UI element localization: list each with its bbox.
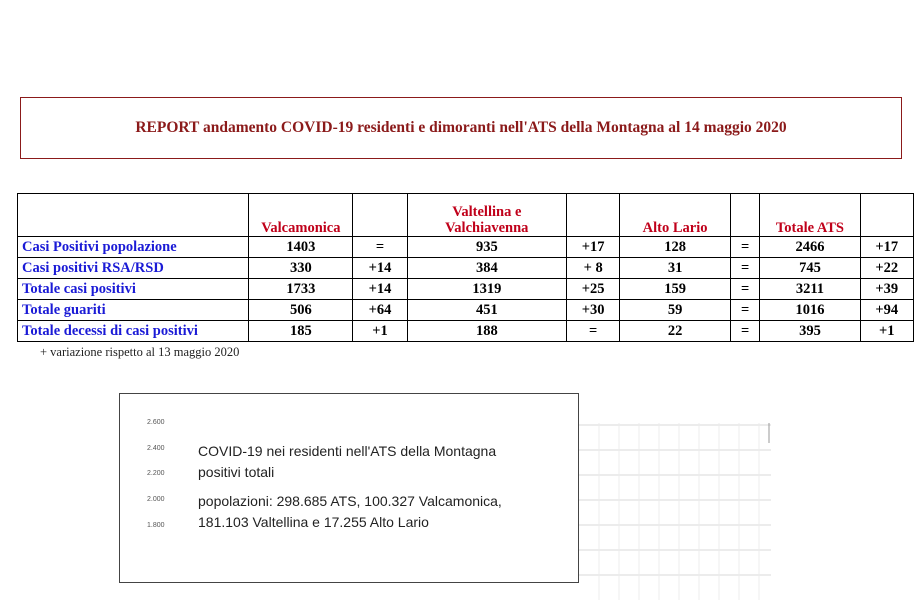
table-cell: 159 [620, 279, 731, 300]
table-cell: +39 [860, 279, 913, 300]
table-cell: 1016 [760, 300, 860, 321]
table-cell: +17 [566, 237, 619, 258]
chart-caption [198, 441, 502, 533]
table-cell: 506 [249, 300, 353, 321]
table-cell: +1 [353, 321, 407, 342]
table-row [18, 258, 914, 279]
table-cell: 1403 [249, 237, 353, 258]
table-cell: 745 [760, 258, 860, 279]
table-cell: +14 [353, 279, 407, 300]
table-cell: 31 [620, 258, 731, 279]
caption-line: popolazioni: 298.685 ATS, 100.327 Valcamonica, [198, 493, 502, 509]
table-cell: 3211 [760, 279, 860, 300]
table-cell: +14 [353, 258, 407, 279]
table-cell: 128 [620, 237, 731, 258]
table-cell: 2466 [760, 237, 860, 258]
header-valcamonica: Valcamonica [249, 194, 353, 237]
table-cell: 188 [407, 321, 566, 342]
table-cell: = [730, 279, 760, 300]
table-cell: = [566, 321, 619, 342]
table-cell: = [730, 300, 760, 321]
table-row [18, 321, 914, 342]
header-cell [566, 194, 619, 237]
row-label: Totale casi positivi [18, 279, 249, 300]
table-row [18, 279, 914, 300]
table-cell: +25 [566, 279, 619, 300]
table-cell: = [730, 237, 760, 258]
table-cell: +94 [860, 300, 913, 321]
table-cell: 1319 [407, 279, 566, 300]
table-cell: +17 [860, 237, 913, 258]
caption-line: 181.103 Valtellina e 17.255 Alto Lario [198, 514, 429, 530]
header-totale-ats: Totale ATS [760, 194, 860, 237]
table-cell: 22 [620, 321, 731, 342]
header-valtellina: Valtellina e Valchiavenna [407, 194, 566, 237]
table-cell: +1 [860, 321, 913, 342]
table-cell: 384 [407, 258, 566, 279]
table-cell: +30 [566, 300, 619, 321]
row-label: Totale guariti [18, 300, 249, 321]
table-cell: = [730, 321, 760, 342]
y-tick-label: 2.400 [147, 445, 165, 452]
report-title-box [20, 97, 902, 159]
caption-line: positivi totali [198, 464, 275, 480]
header-cell [860, 194, 913, 237]
caption-line: COVID-19 nei residenti nell'ATS della Montagna [198, 443, 497, 459]
table-cell: 330 [249, 258, 353, 279]
table-cell: 935 [407, 237, 566, 258]
y-tick-label: 2.000 [147, 496, 165, 503]
y-tick-label: 2.600 [147, 419, 165, 426]
table-cell: + 8 [566, 258, 619, 279]
table-cell: 395 [760, 321, 860, 342]
header-alto-lario: Alto Lario [620, 194, 731, 237]
header-cell [18, 194, 249, 237]
table-cell: 1733 [249, 279, 353, 300]
y-tick-label: 2.200 [147, 470, 165, 477]
table-cell: = [353, 237, 407, 258]
header-cell [353, 194, 407, 237]
variation-note: + variazione rispetto al 13 maggio 2020 [40, 345, 240, 359]
row-label: Casi Positivi popolazione [18, 237, 249, 258]
table-header-row [18, 194, 914, 237]
table-cell: 185 [249, 321, 353, 342]
table-row [18, 300, 914, 321]
y-tick-label: 1.800 [147, 522, 165, 529]
table-cell: = [730, 258, 760, 279]
table-cell: +64 [353, 300, 407, 321]
table-cell: +22 [860, 258, 913, 279]
table-row [18, 237, 914, 258]
table-cell: 451 [407, 300, 566, 321]
row-label: Casi positivi RSA/RSD [18, 258, 249, 279]
header-cell [730, 194, 760, 237]
chart-gridlines [579, 423, 771, 600]
table-cell: 59 [620, 300, 731, 321]
report-title: REPORT andamento COVID-19 residenti e dimoranti nell'ATS della Montagna al 14 maggio 2020 [135, 119, 787, 136]
row-label: Totale decessi di casi positivi [18, 321, 249, 342]
report-table [17, 193, 914, 342]
